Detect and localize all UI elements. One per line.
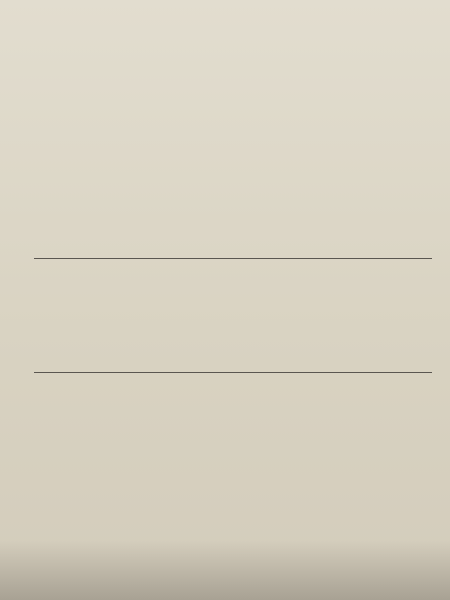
divider-line [34, 372, 432, 373]
page-shadow [0, 540, 450, 600]
divider-line [34, 258, 432, 259]
